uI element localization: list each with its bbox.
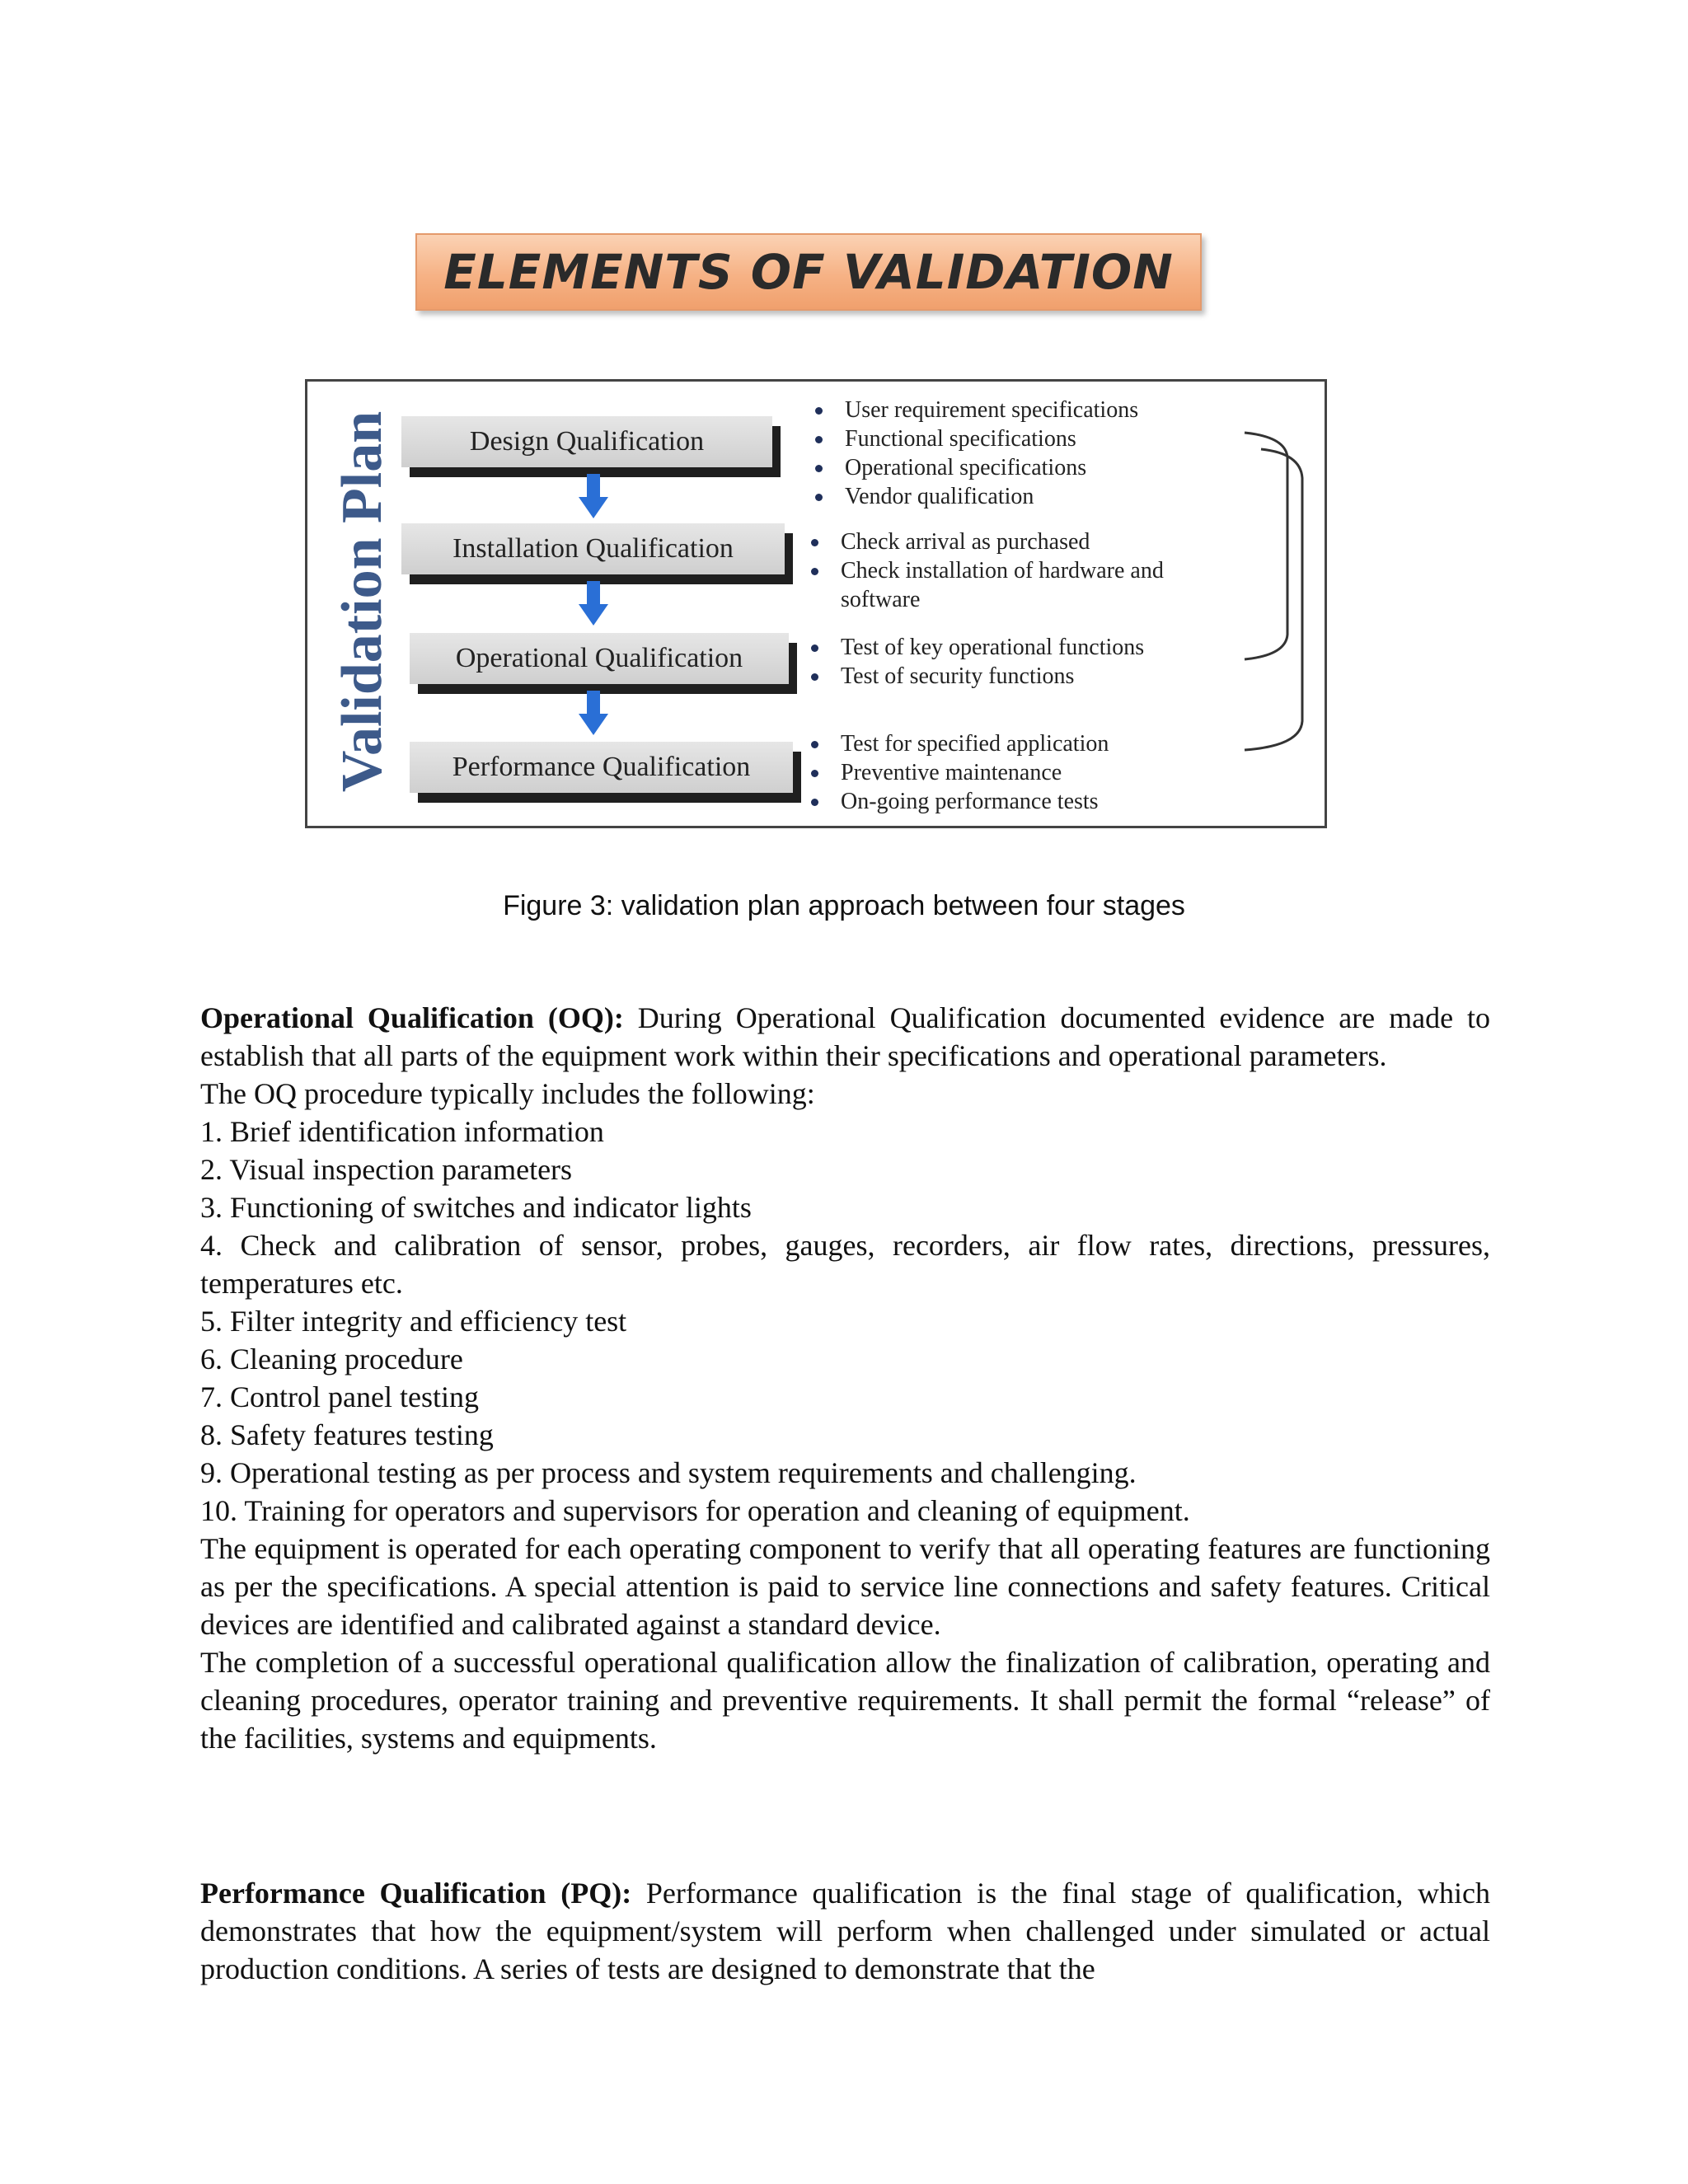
pq-section xyxy=(200,1874,1490,1988)
oq-list-item: 7. Control panel testing xyxy=(200,1380,479,1413)
list-item: Test for specified application xyxy=(808,729,1236,758)
oq-list-item: 5. Filter integrity and efficiency test xyxy=(200,1305,627,1338)
oq-paragraph: The completion of a successful operational qualification allow the finalization of calibration, operating and cleaning procedures, operator training and preventive requirements. It shall permit the formal “release” of the facilities, systems and equipments. xyxy=(200,1646,1490,1755)
list-item: Vendor qualification xyxy=(812,482,1240,511)
oq-list-item: 6. Cleaning procedure xyxy=(200,1343,463,1376)
list-item: Test of key operational functions xyxy=(808,633,1236,662)
figure-caption: Figure 3: validation plan approach between four stages xyxy=(503,890,1185,921)
oq-list-item: 9. Operational testing as per process and system requirements and challenging. xyxy=(200,1456,1137,1489)
down-arrow-icon xyxy=(577,474,610,519)
list-item: Functional specifications xyxy=(812,424,1240,453)
operational-qualification-bullets xyxy=(808,633,1236,691)
oq-list-item: 4. Check and calibration of sensor, probes, gauges, recorders, air flow rates, directions, pressures, temperatures etc. xyxy=(200,1229,1490,1300)
list-item: Check installation of hardware and software xyxy=(808,556,1236,614)
oq-list-intro: The OQ procedure typically includes the following: xyxy=(200,1077,815,1110)
pq-intro-text: Performance qualification is the final stage of qualification, which demonstrates that how the equipment/system will perform when challenged under simulated or actual production conditions. A series of tests are designed to demonstrate that the xyxy=(200,1877,1490,1985)
oq-list-item: 3. Functioning of switches and indicator lights xyxy=(200,1191,752,1224)
figure-banner-title: ELEMENTS OF VALIDATION xyxy=(415,233,1202,311)
oq-section xyxy=(200,999,1490,1757)
oq-list-item: 8. Safety features testing xyxy=(200,1418,494,1451)
oq-intro-text: During Operational Qualification documented evidence are made to establish that all parts of the equipment work within their specifications and operational parameters. xyxy=(200,1001,1490,1072)
stage-design-qualification: Design Qualification xyxy=(401,416,772,467)
design-qualification-bullets xyxy=(812,396,1240,511)
performance-qualification-bullets xyxy=(808,729,1236,816)
list-item: Operational specifications xyxy=(812,453,1240,482)
validation-plan-side-label xyxy=(330,410,396,793)
list-item: Preventive maintenance xyxy=(808,758,1236,787)
list-item: User requirement specifications xyxy=(812,396,1240,424)
list-item: Test of security functions xyxy=(808,662,1236,691)
grouping-bracket xyxy=(1228,416,1311,779)
oq-list-item: 10. Training for operators and supervisors for operation and cleaning of equipment. xyxy=(200,1494,1190,1527)
list-item: Check arrival as purchased xyxy=(808,527,1236,556)
pq-heading: Performance Qualification (PQ): xyxy=(200,1877,632,1910)
down-arrow-icon xyxy=(577,581,610,626)
oq-paragraph: The equipment is operated for each operating component to verify that all operating features are functioning as per the specifications. A special attention is paid to service line connections and safety features. Critical devices are identified and calibrated against a standard device. xyxy=(200,1532,1490,1641)
list-item: On-going performance tests xyxy=(808,787,1236,816)
installation-qualification-bullets xyxy=(808,527,1236,614)
side-label-text: Validation Plan xyxy=(331,410,394,793)
down-arrow-icon xyxy=(577,691,610,736)
stage-installation-qualification: Installation Qualification xyxy=(401,523,785,574)
oq-intro-paragraph xyxy=(200,999,1490,1075)
oq-list-item: 2. Visual inspection parameters xyxy=(200,1153,573,1186)
stage-operational-qualification: Operational Qualification xyxy=(410,633,789,684)
oq-heading: Operational Qualification (OQ): xyxy=(200,1001,624,1034)
pq-intro-paragraph xyxy=(200,1874,1490,1988)
stage-performance-qualification: Performance Qualification xyxy=(410,742,793,793)
oq-list-item: 1. Brief identification information xyxy=(200,1115,604,1148)
